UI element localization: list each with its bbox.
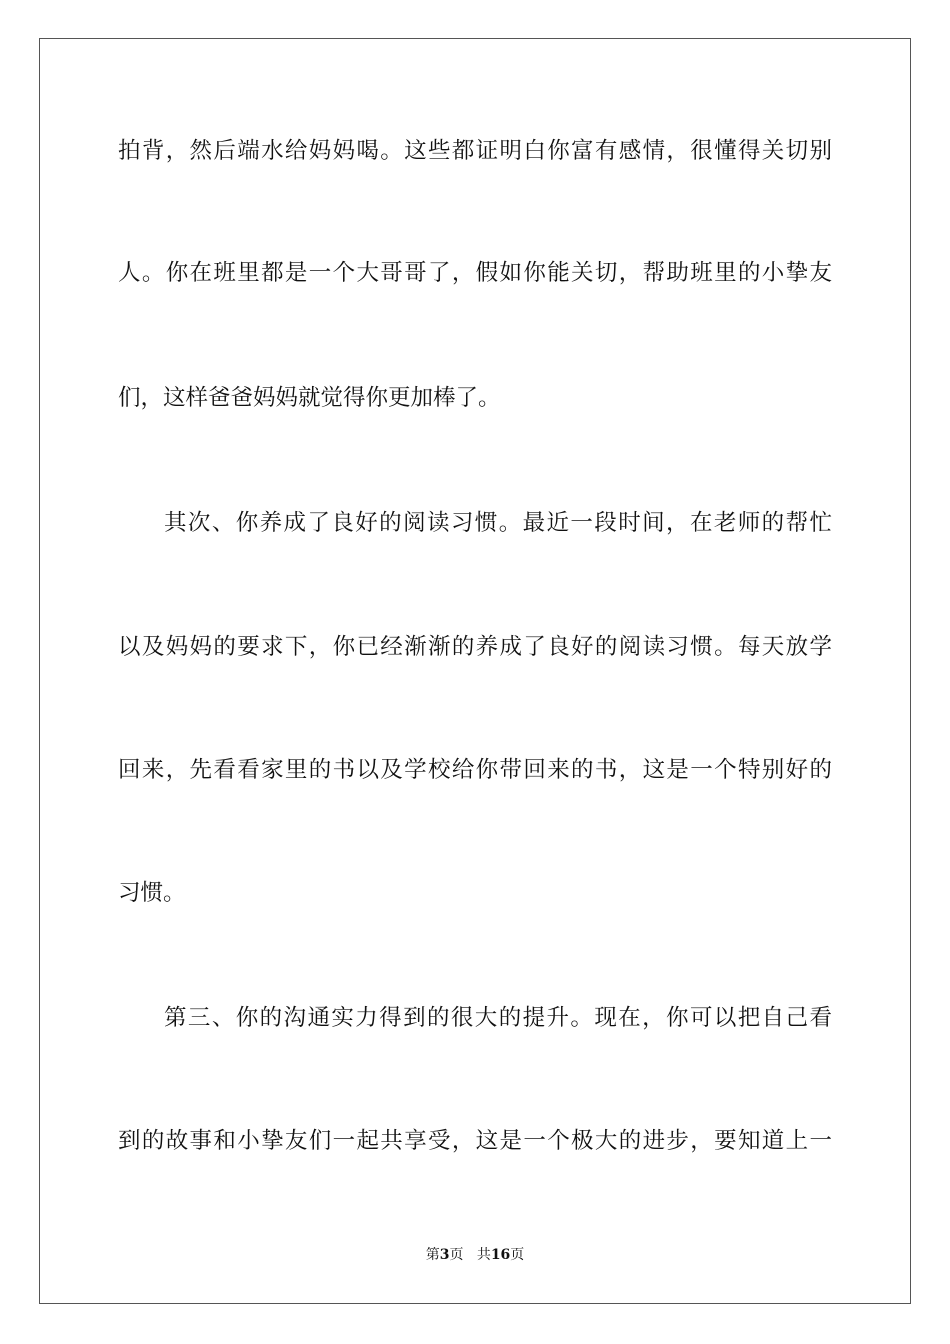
footer-prefix: 第 (425, 1247, 440, 1263)
text-line: 以及妈妈的要求下，你已经渐渐的养成了良好的阅读习惯。每天放学 (118, 634, 832, 660)
text-line: 第三、你的沟通实力得到的很大的提升。现在，你可以把自己看 (164, 1005, 832, 1031)
footer-total-prefix: 共 (476, 1247, 491, 1263)
text-line: 人。你在班里都是一个大哥哥了，假如你能关切，帮助班里的小挚友 (118, 260, 832, 286)
footer-total-suffix: 页 (510, 1247, 525, 1263)
text-line: 其次、你养成了良好的阅读习惯。最近一段时间，在老师的帮忙 (164, 510, 832, 536)
text-line: 回来，先看看家里的书以及学校给你带回来的书，这是一个特别好的 (118, 757, 832, 783)
text-line: 习惯。 (118, 880, 186, 906)
footer-page-suffix: 页 (449, 1247, 464, 1263)
text-line: 们，这样爸爸妈妈就觉得你更加棒了。 (118, 385, 501, 411)
page-footer (0, 1246, 950, 1264)
text-line: 拍背，然后端水给妈妈喝。这些都证明白你富有感情，很懂得关切别 (118, 138, 832, 164)
total-pages-number: 16 (490, 1247, 511, 1263)
current-page-number: 3 (439, 1247, 450, 1263)
text-line: 到的故事和小挚友们一起共享受，这是一个极大的进步，要知道上一 (118, 1128, 832, 1154)
page-frame (39, 38, 911, 1304)
